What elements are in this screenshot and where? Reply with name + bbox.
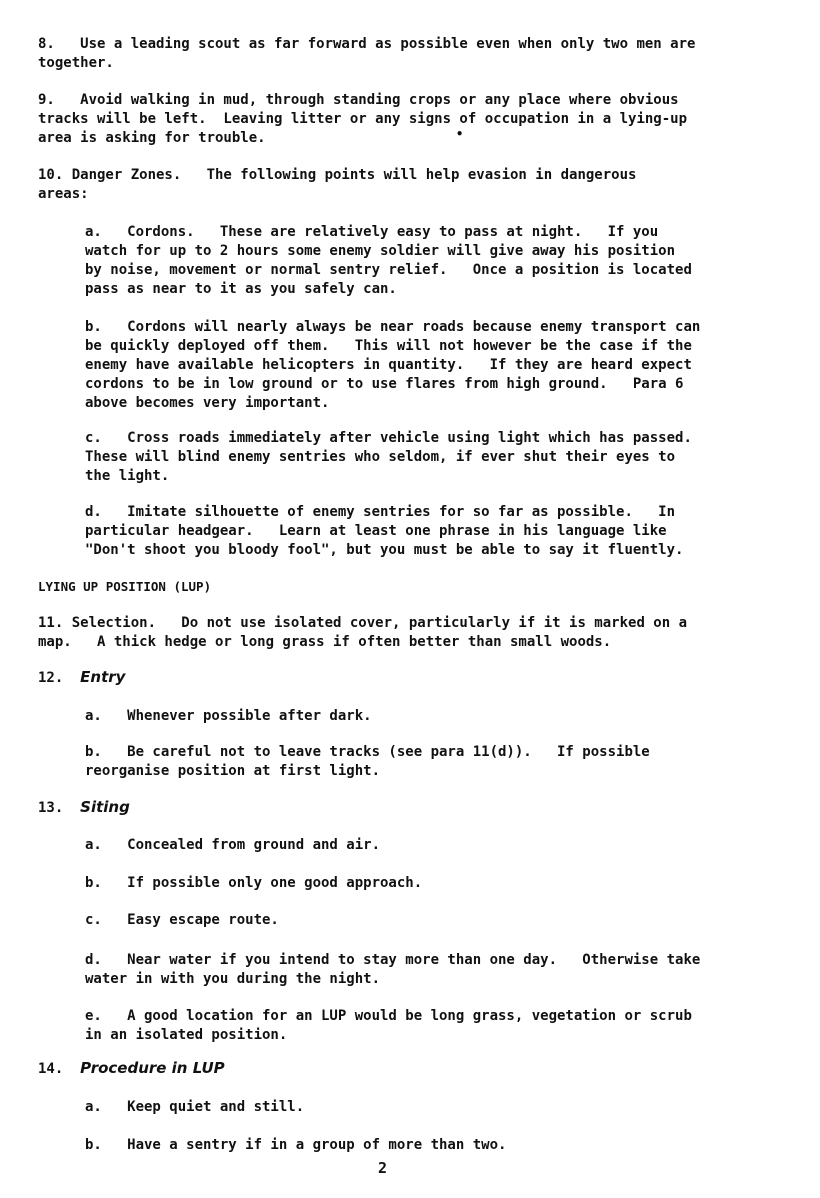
heading-13-number: 13. [38,800,64,816]
paragraph-10d: d. Imitate silhouette of enemy sentries for so far as possible. In particular headgear. Learn at least one phrase in his language like "Don't shoot you bloody fool", but you must be able to say it fluently. [85,504,684,558]
heading-14 [38,1059,225,1079]
page-number: 2 [378,1159,388,1177]
paragraph-12b: b. Be careful not to leave tracks (see para 11(d)). If possible reorganise position at first light. [85,744,650,779]
paragraph-13b: b. If possible only one good approach. [85,875,423,891]
paragraph-13a: a. Concealed from ground and air. [85,837,381,853]
heading-14-title: Procedure in LUP [80,1059,225,1077]
paragraph-14b: b. Have a sentry if in a group of more than two. [85,1137,507,1153]
paragraph-13d: d. Near water if you intend to stay more than one day. Otherwise take water in with you during the night. [85,952,701,987]
heading-13-title: Siting [80,798,130,816]
paragraph-10c: c. Cross roads immediately after vehicle using light which has passed. These will blind enemy sentries who seldom, if ever shut their eyes to the light. [85,430,692,484]
heading-13 [38,798,130,818]
heading-12 [38,668,125,688]
heading-14-number: 14. [38,1061,64,1077]
heading-12-title: Entry [80,668,126,686]
heading-12-number: 12. [38,670,64,686]
paragraph-13c: c. Easy escape route. [85,912,279,928]
paragraph-14a: a. Keep quiet and still. [85,1099,305,1115]
stray-mark: • [456,127,464,141]
paragraph-10a: a. Cordons. These are relatively easy to pass at night. If you watch for up to 2 hours some enemy soldier will give away his position by noise, movement or normal sentry relief. Once a position is located pass as near to it as you safely can. [85,224,692,297]
paragraph-11: 11. Selection. Do not use isolated cover, particularly if it is marked on a map. A thick hedge or long grass if often better than small woods. [38,615,688,650]
paragraph-8: 8. Use a leading scout as far forward as possible even when only two men are together. [38,36,696,71]
paragraph-12a: a. Whenever possible after dark. [85,708,372,724]
paragraph-13e: e. A good location for an LUP would be long grass, vegetation or scrub in an isolated position. [85,1008,692,1043]
paragraph-9: 9. Avoid walking in mud, through standing crops or any place where obvious tracks will be left. Leaving litter or any signs of occupation in a lying-up area is asking for trouble. [38,92,688,146]
section-heading-lup: LYING UP POSITION (LUP) [38,579,212,594]
paragraph-10: 10. Danger Zones. The following points will help evasion in dangerous areas: [38,167,637,202]
paragraph-10b: b. Cordons will nearly always be near roads because enemy transport can be quickly deployed off them. This will not however be the case if the enemy have available helicopters in quantity. If they are heard expect cordons to be in low ground or to use flares from high ground. Para 6 above becomes very important. [85,319,701,411]
